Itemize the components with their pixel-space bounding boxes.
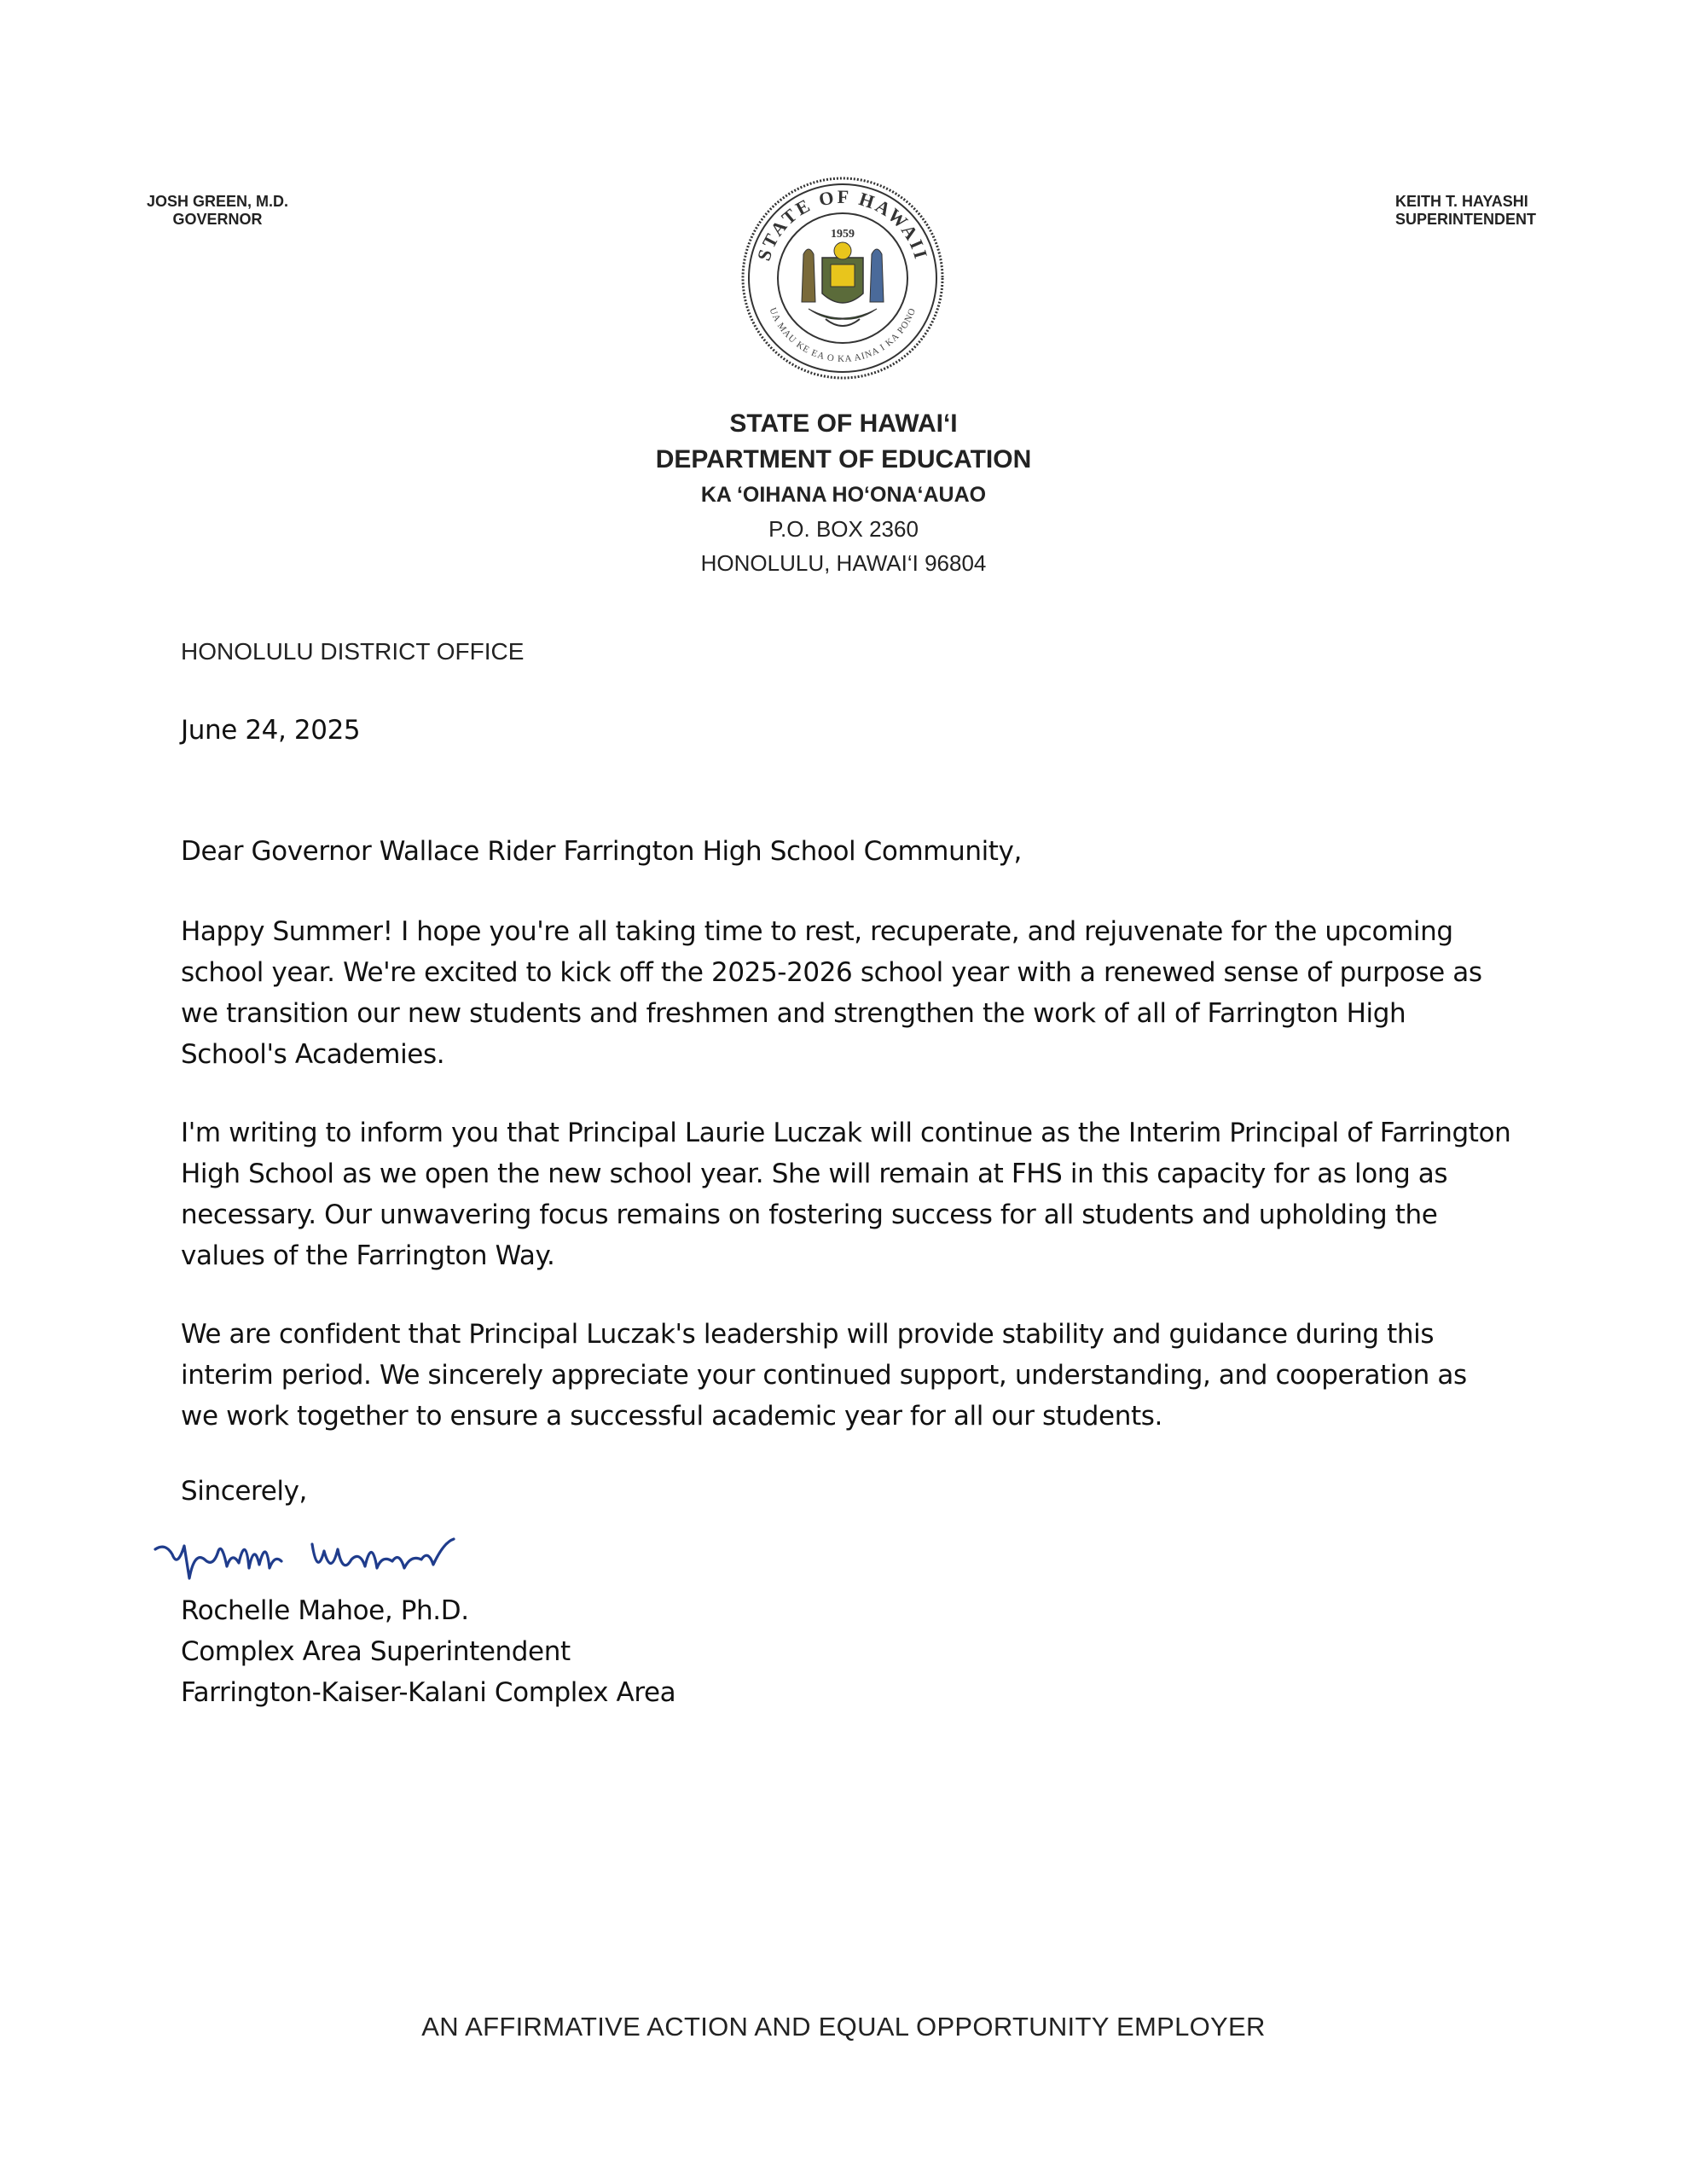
letter-salutation: Dear Governor Wallace Rider Farrington High School Community, xyxy=(181,836,1022,867)
paragraph-text: We are confident that Principal Luczak's leadership will provide stability and guidance during this interim period. We sincerely appreciate your continued support, understanding, and cooperation as we work together to ensure a successful academic year for all our students. xyxy=(181,1319,1467,1432)
letterhead xyxy=(0,406,1687,580)
letter-date: June 24, 2025 xyxy=(181,715,361,746)
governor-block xyxy=(147,193,288,229)
footer-statement: AN AFFIRMATIVE ACTION AND EQUAL OPPORTUNITY EMPLOYER xyxy=(421,2012,1266,2042)
letterhead-city: HONOLULU, HAWAI‘I 96804 xyxy=(700,550,987,576)
seal-motto-text: UA MAU KE EA O KA AINA I KA PONO xyxy=(767,305,919,365)
governor-name: JOSH GREEN, M.D. xyxy=(147,193,289,210)
state-seal-logo xyxy=(740,176,945,380)
letter-paragraph-2 xyxy=(181,1112,1511,1276)
letterhead-po-box: P.O. BOX 2360 xyxy=(768,516,919,542)
letterhead-department: DEPARTMENT OF EDUCATION xyxy=(655,445,1032,473)
seal-year: 1959 xyxy=(831,228,855,241)
signer-title: Complex Area Superintendent xyxy=(181,1636,571,1667)
governor-title: GOVERNOR xyxy=(172,211,263,228)
letter-paragraph-1 xyxy=(181,911,1511,1075)
signer-name: Rochelle Mahoe, Ph.D. xyxy=(181,1595,469,1626)
letterhead-state: STATE OF HAWAI‘I xyxy=(729,410,958,438)
signer-area: Farrington-Kaiser-Kalani Complex Area xyxy=(181,1677,676,1708)
superintendent-block xyxy=(1395,193,1536,229)
superintendent-name: KEITH T. HAYASHI xyxy=(1395,193,1528,210)
signer-block xyxy=(181,1590,675,1713)
letter-closing: Sincerely, xyxy=(181,1476,308,1507)
paragraph-text: I'm writing to inform you that Principal Laurie Luczak will continue as the Interim Principal of Farrington High School as we open the new school year. She will remain at FHS in this capacity for as long as necessary. Our unwavering focus remains on fostering success for all students and upholding the values of the Farrington Way. xyxy=(181,1118,1511,1271)
superintendent-title: SUPERINTENDENT xyxy=(1395,211,1537,228)
letter-paragraph-3 xyxy=(181,1314,1511,1437)
district-office: HONOLULU DISTRICT OFFICE xyxy=(181,638,525,665)
letterhead-hawaiian-name: KA ‘OIHANA HO‘ONA‘AUAO xyxy=(700,483,987,507)
paragraph-text: Happy Summer! I hope you're all taking time to rest, recuperate, and rejuvenate for the upcoming school year. We're excited to kick off the 2025-2026 school year with a renewed sense of purpose as we transition our new students and freshmen and strengthen the work of all of Farrington High School's Academies. xyxy=(181,916,1482,1070)
handwritten-signature xyxy=(150,1517,525,1594)
seal-top-text: STATE OF HAWAII xyxy=(752,185,933,264)
